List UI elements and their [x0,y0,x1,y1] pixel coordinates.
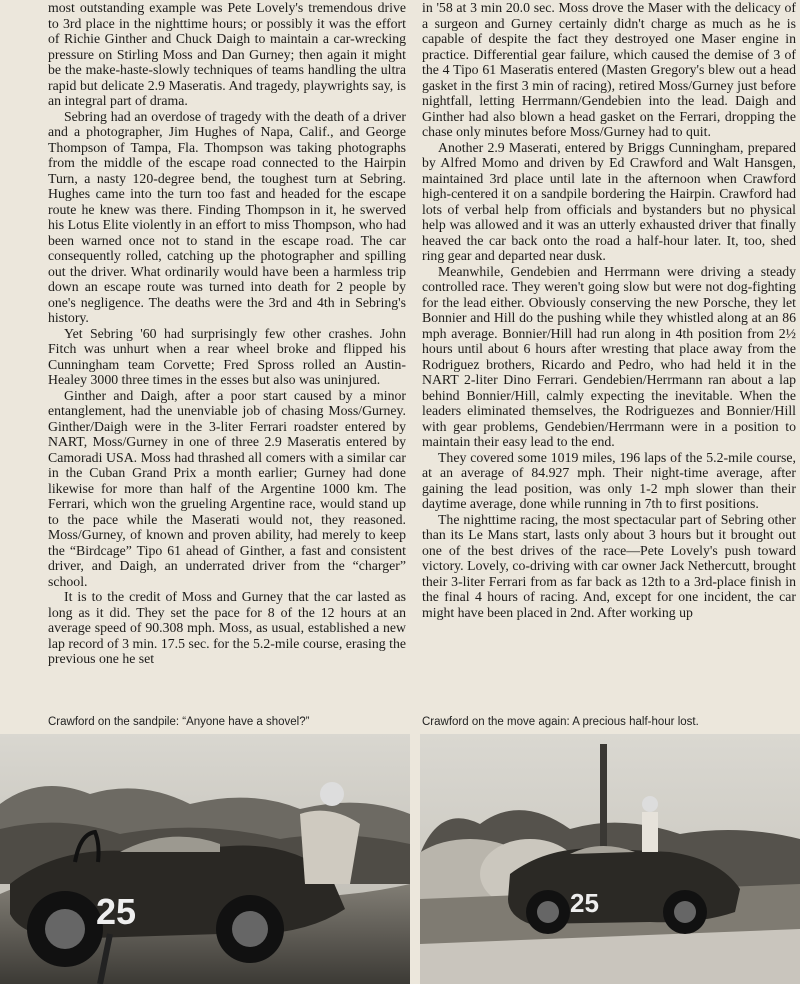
article-paragraph: Yet Sebring '60 had surprisingly few other crashes. John Fitch was unhurt when a rear wheel broke and flipped his Cunningham team Corvette; Fred Spross rolled an Austin-Healey 3000 three times in the esses but also was uninjured. [48,325,406,387]
article-column-right [422,0,796,620]
article-paragraph: Ginther and Daigh, after a poor start caused by a minor entanglement, had the unenviable job of chasing Moss/Gurney. Ginther/Daigh were in the 3-liter Ferrari roadster entered by NART, Moss/Gurney in one of three 2.9 Maseratis entered by Camoradi USA. Moss had thrashed all comers with a similar car in the Cuban Grand Prix a month earlier; Gurney had done likewise for more than half of the Argentine 1000 km. The Ferrari, which won the grueling Argentine race, would stand up to the pace while the Maserati would not, they reasoned. Moss/Gurney, of known and proven ability, had merely to keep the “Birdcage” Tipo 61 ahead of Ginther, a fast and consistent driver, and Daigh, an underrated driver from the “charger” school. [48,387,406,589]
photo-car-on-move [420,734,800,984]
article-paragraph: They covered some 1019 miles, 196 laps of the 5.2-mile course, at an average of 84.927 mph. Their night-time average, after gaining the lead position, was only 1-2 mph slower than their daytime average, done while running in 7th to first positions. [422,449,796,511]
car-number-right: 25 [570,888,599,918]
photo-car-on-sandpile [0,734,410,984]
article-column-left [48,0,406,667]
photo-caption-left: Crawford on the sandpile: “Anyone have a shovel?” [48,716,310,728]
article-paragraph: in '58 at 3 min 20.0 sec. Moss drove the Maser with the delicacy of a surgeon and Gurney certainly didn't charge as much as he is capable of despite the fact they destroyed one Maser engine in practice. Differential gear failure, which caused the demise of 3 of the 4 Tipo 61 Maseratis entered (Masten Gregory's blew out a head gasket in the first 3 min of racing), retired Moss/Gurney just before nightfall, letting Herrmann/Gendebien into the lead. Daigh and Ginther had also blown a head gasket on the Ferrari, dropping the chase only minutes before Moss/Gurney had to quit. [422,0,796,139]
article-paragraph: It is to the credit of Moss and Gurney that the car lasted as long as it did. They set the pace for 8 of the 12 hours at an average speed of 90.308 mph. Moss, as usual, established a new lap record of 3 min. 17.5 sec. for the 5.2-mile course, erasing the previous one he set [48,589,406,666]
article-paragraph: Sebring had an overdose of tragedy with the death of a driver and a photographer, Jim Hughes of Napa, Calif., and George Thompson of Tampa, Fla. Thompson was taking photographs from the middle of the escape road connected to the Hairpin Turn, a nasty 120-degree bend, the toughest turn at Sebring. Hughes came into the turn too fast and headed for the escape route he knew was there. Finding Thompson in it, he swerved his Lotus Elite violently in an effort to miss Thompson, who had been warned once not to stand in the escape road. The car consequently rolled, catching up the photographer and spilling out the driver. What ordinarily would have been a harmless trip down an escape route was turned into death for 2 people by one's negligence. The deaths were the 3rd and 4th in Sebring's history. [48,108,406,325]
article-paragraph: most outstanding example was Pete Lovely's tremendous drive to 3rd place in the nighttime hours; or possibly it was the effort of Richie Ginther and Chuck Daigh to maintain a car-wrecking pressure on Stirling Moss and Dan Gurney; then again it might be the make-haste-slowly techniques of teams handling the ultra rapid but delicate 2.9 Maseratis. And tragedy, playwrights say, is an integral part of drama. [48,0,406,108]
article-paragraph: Meanwhile, Gendebien and Herrmann were driving a steady controlled race. They weren't going slow but were not dog-fighting for the lead either. Obviously conserving the new Porsche, they let Bonnier and Hill do the pushing while they whistled along at an 86 mph average. Bonnier/Hill had run along in 4th position from 2½ hours until about 6 hours after wresting that place away from the Rodriguez brothers, Ricardo and Pedro, who had held it in the NART 2-liter Dino Ferrari. Gendebien/Herrmann ran about a lap behind Bonnier/Hill, calmly expecting the inevitable. When the leaders eliminated themselves, the Rodriguezes and Bonnier/Hill with gear problems, Gendebien/Herrmann were in a position to maintain their easy lead to the end. [422,263,796,449]
car-number-left: 25 [96,891,137,932]
article-paragraph: The nighttime racing, the most spectacular part of Sebring other than its Le Mans start, lasts only about 3 hours but it brought out one of the best drives of the race—Pete Lovely's push toward victory. Lovely, co-driving with car owner Jack Nethercutt, brought their 3-liter Ferrari from as far back as 12th to a 3rd-place finish in the final 4 hours of racing. And, except for one incident, the car might have been placed in 2nd. After working up [422,511,796,620]
article-paragraph: Another 2.9 Maserati, entered by Briggs Cunningham, prepared by Alfred Momo and driven by Ed Crawford and Walt Hansgen, maintained 3rd place until late in the afternoon when Crawford high-centered it on a sandpile bordering the Hairpin. Crawford had lots of verbal help from officials and bystanders but no physical help was allowed and it was an utterly exhausted driver that finally heaved the car back onto the road a half-hour later. It, too, shed ring gear and departed near dusk. [422,139,796,263]
photo-caption-right: Crawford on the move again: A precious half-hour lost. [422,716,699,728]
